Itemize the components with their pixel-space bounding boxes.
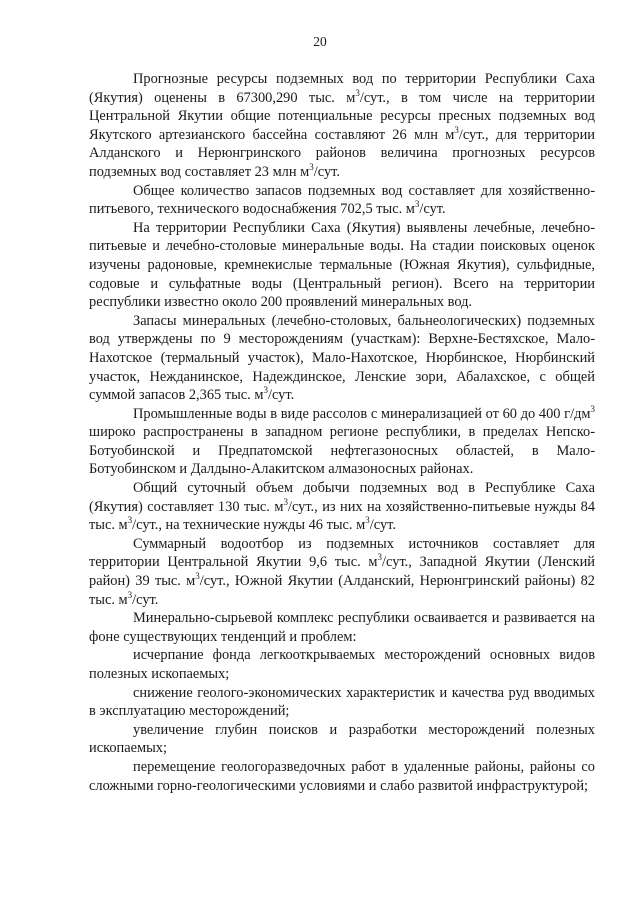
paragraph-water-withdrawal: Суммарный водоотбор из подземных источников составляет для территории Центральной Якутии 9,6 тыс. $м^3$/сут., Западной Якутии (Ленский район) 39 тыс. $м^3$/сут., Южной Якутии (Алданский, Нерюнгринский районы) 82 тыс. $м^3$/сут. bbox=[89, 535, 595, 608]
list-item: увеличение глубин поисков и разработки месторождений полезных ископаемых; bbox=[89, 721, 595, 757]
list-item: исчерпание фонда легкооткрываемых месторождений основных видов полезных ископаемых; bbox=[89, 647, 595, 682]
paragraph-daily-production: Общий суточный объем добычи подземных вод в Республике Саха (Якутия) составляет 130 тыс. $м^3$/сут., из них на хозяйственно-питьевые нужды 84 тыс. $м^3$/сут., на технические нужды 46 тыс. $м^3$/сут. bbox=[89, 480, 596, 534]
document-body bbox=[89, 70, 595, 795]
paragraph-industrial-waters: Промышленные воды в виде рассолов с минерализацией от 60 до 400 $г/дм^3$ широко распространены в западном регионе республики, в пределах Непско-Ботуобинской и Предпатомской нефтегазоносных областей, в Мало-Ботуобинском и Далдыно-Алакитском алмазоносных районах. bbox=[89, 403, 595, 478]
list-item: перемещение геологоразведочных работ в удаленные районы, районы со сложными горно-геологическими условиями и слабо развитой инфраструктурой; bbox=[89, 758, 595, 794]
paragraph-complex-intro: Минерально-сырьевой комплекс республики осваивается и развивается на фоне существующих тенденций и проблем: bbox=[89, 610, 595, 645]
paragraph-mineral-waters: На территории Республики Саха (Якутия) выявлены лечебные, лечебно-питьевые и лечебно-столовые минеральные воды. На стадии поисковых оценок изучены радоновые, кремнекислые термальные (Южная Якутия), сульфидные, содовые и сульфатные воды (Центральный регион). Всего на территории республики известно около 200 проявлений минеральных вод. bbox=[89, 219, 595, 311]
page-number: 20 bbox=[313, 34, 327, 49]
paragraph-total-reserves: Общее количество запасов подземных вод составляет для хозяйственно-питьевого, технического водоснабжения 702,5 тыс. $м^3$/сут. bbox=[89, 182, 595, 218]
paragraph-mineral-reserves: Запасы минеральных (лечебно-столовых, бальнеологических) подземных вод утверждены по 9 месторождениям (участкам): Верхне-Бестяхское, Мало-Нахотское (термальный участок), Мало-Нахотское, Нюрбинское, Нюрбинский участок, Нежданинское, Надеждинское, Ленские зори, Абалахское, с общей суммой запасов 2,365 тыс. $м^3$/сут. bbox=[89, 312, 595, 404]
list-item: снижение геолого-экономических характеристик и качества руд вводимых в эксплуатацию месторождений; bbox=[89, 684, 595, 720]
paragraph-forecast-resources: Прогнозные ресурсы подземных вод по территории Республики Саха (Якутия) оценены в 67300,290 тыс. $м^3$/сут., в том числе на территории Центральной Якутии общие потенциальные ресурсы пресных подземных вод Якутского артезианского бассейна составляют 26 млн $м^3$/сут., для территории Алданского и Нерюнгринского районов величина прогнозных ресурсов подземных вод составляет 23 млн $м^3$/сут. bbox=[89, 71, 595, 180]
